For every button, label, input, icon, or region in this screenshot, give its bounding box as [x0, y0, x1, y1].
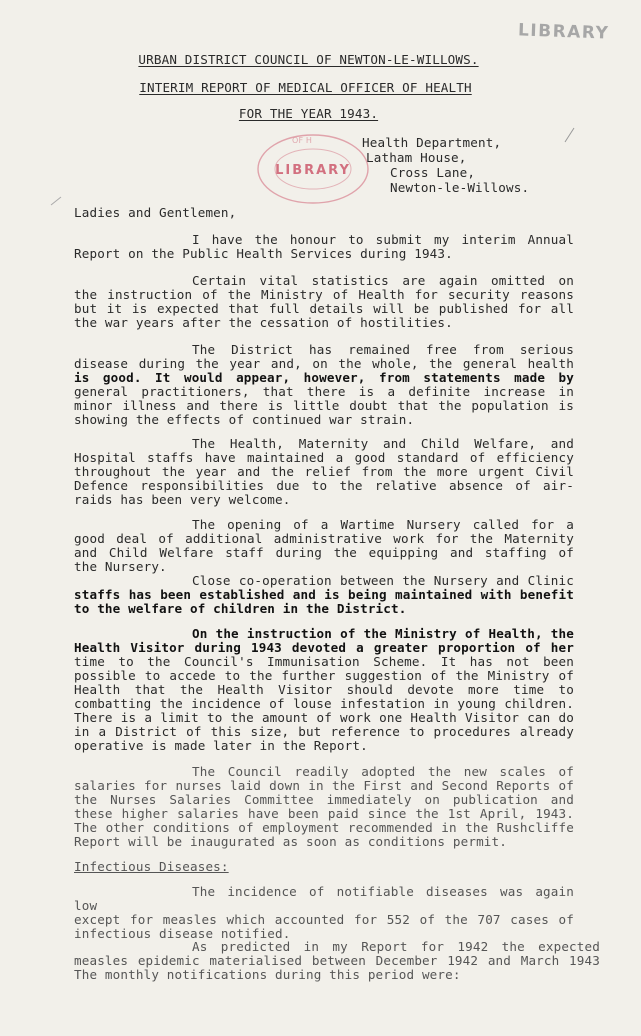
text-line: Health Visitor during 1943 devoted a greater proportion of her — [74, 640, 574, 655]
text-line: the Nurses Salaries Committee immediately on publication and — [74, 792, 574, 807]
address-line: Newton-le-Willows. — [390, 180, 530, 195]
salutation: Ladies and Gentlemen, — [74, 205, 237, 220]
text-line: the Nursery. — [74, 559, 167, 574]
text-line: disease during the year and, on the whole, the general health — [74, 356, 574, 371]
text-line: measles epidemic materialised between December 1942 and March 1943 — [74, 953, 600, 968]
council-heading: URBAN DISTRICT COUNCIL OF NEWTON-LE-WILLOWS. — [138, 52, 479, 67]
pencil-stroke-mark — [50, 196, 62, 206]
text-line: to the welfare of children in the District. — [74, 601, 407, 616]
paragraph-3 — [74, 343, 574, 427]
text-line: The District has remained free from serious — [192, 342, 574, 357]
text-line: Close co-operation between the Nursery and Clinic — [192, 573, 574, 588]
text-line: Report on the Public Health Services during 1943. — [74, 246, 453, 261]
text-line: and Child Welfare staff during the equipping and staffing of — [74, 545, 574, 560]
text-line: time to the Council's Immunisation Scheme. It has not been — [74, 654, 574, 669]
text-line: operative is made later in the Report. — [74, 738, 368, 753]
stamp-ring-text: OF H — [292, 136, 313, 145]
text-line: Report will be inaugurated as soon as conditions permit. — [74, 834, 507, 849]
text-line: The Council readily adopted the new scales of — [192, 764, 574, 779]
text-line: The incidence of notifiable diseases was again low — [74, 884, 574, 913]
paragraph-8 — [74, 765, 574, 849]
paragraph-10 — [74, 940, 600, 982]
text-line: showing the effects of continued war strain. — [74, 412, 415, 427]
text-line: Hospital staffs have maintained a good standard of efficiency — [74, 450, 574, 465]
text-line: good deal of additional administrative work for the Maternity — [74, 531, 574, 546]
text-line: As predicted in my Report for 1942 the expected — [192, 939, 600, 954]
paragraph-1 — [74, 233, 574, 261]
text-line: combatting the incidence of louse infestation in young children. — [74, 696, 574, 711]
text-line: in a District of this size, but reference to procedures already — [74, 724, 574, 739]
text-line: staffs has been established and is being maintained with benefit — [74, 587, 574, 602]
text-line: On the instruction of the Ministry of Health, the — [192, 626, 574, 641]
text-line: but it is expected that full details will be published for all — [74, 301, 574, 316]
paragraph-9 — [74, 885, 574, 941]
paragraph-2 — [74, 274, 574, 330]
text-line: throughout the year and the relief from the more urgent Civil — [74, 464, 574, 479]
stamp-text: LIBRARY — [275, 163, 351, 178]
section-heading: Infectious Diseases: — [74, 859, 229, 874]
address-line: Cross Lane, — [390, 165, 476, 180]
paragraph-5 — [74, 518, 574, 574]
address-line: Latham House, — [366, 150, 467, 165]
text-line: Defence responsibilities due to the relative absence of air- — [74, 478, 574, 493]
text-line: Certain vital statistics are again omitted on — [192, 273, 574, 288]
text-line: minor illness and there is little doubt that the population is — [74, 398, 574, 413]
text-line: Health that the Health Visitor should devote more time to — [74, 682, 574, 697]
address-block — [362, 135, 529, 195]
text-line: these higher salaries have been paid since the 1st April, 1943. — [74, 806, 574, 821]
text-line: the instruction of the Ministry of Health for security reasons — [74, 287, 574, 302]
text-line: infectious disease notified. — [74, 926, 291, 941]
text-line: general practitioners, that there is a definite increase in — [74, 384, 574, 399]
year-heading: FOR THE YEAR 1943. — [238, 106, 379, 121]
library-mark: LIBRARY — [517, 20, 610, 44]
text-line: possible to accede to the further suggestion of the Ministry of — [74, 668, 574, 683]
text-line: salaries for nurses laid down in the First and Second Reports of — [74, 778, 574, 793]
text-line: The opening of a Wartime Nursery called for a — [192, 517, 574, 532]
text-line: I have the honour to submit my interim Annual — [192, 232, 574, 247]
text-line: except for measles which accounted for 552 of the 707 cases of — [74, 912, 574, 927]
text-line: The other conditions of employment recommended in the Rushcliffe — [74, 820, 574, 835]
text-line: the war years after the cessation of hostilities. — [74, 315, 453, 330]
text-line: The Health, Maternity and Child Welfare, and — [192, 436, 574, 451]
paragraph-7 — [74, 627, 574, 753]
library-stamp — [254, 131, 372, 207]
text-line: The monthly notifications during this period were: — [74, 967, 461, 982]
text-line: raids has been very welcome. — [74, 492, 291, 507]
pencil-tick-mark — [562, 127, 576, 143]
report-heading: INTERIM REPORT OF MEDICAL OFFICER OF HEALTH — [139, 80, 472, 95]
text-line: There is a limit to the amount of work one Health Visitor can do — [74, 710, 574, 725]
address-line: Health Department, — [362, 135, 502, 150]
paragraph-6 — [74, 574, 574, 616]
text-line: is good. It would appear, however, from statements made by — [74, 370, 574, 385]
paragraph-4 — [74, 437, 574, 507]
